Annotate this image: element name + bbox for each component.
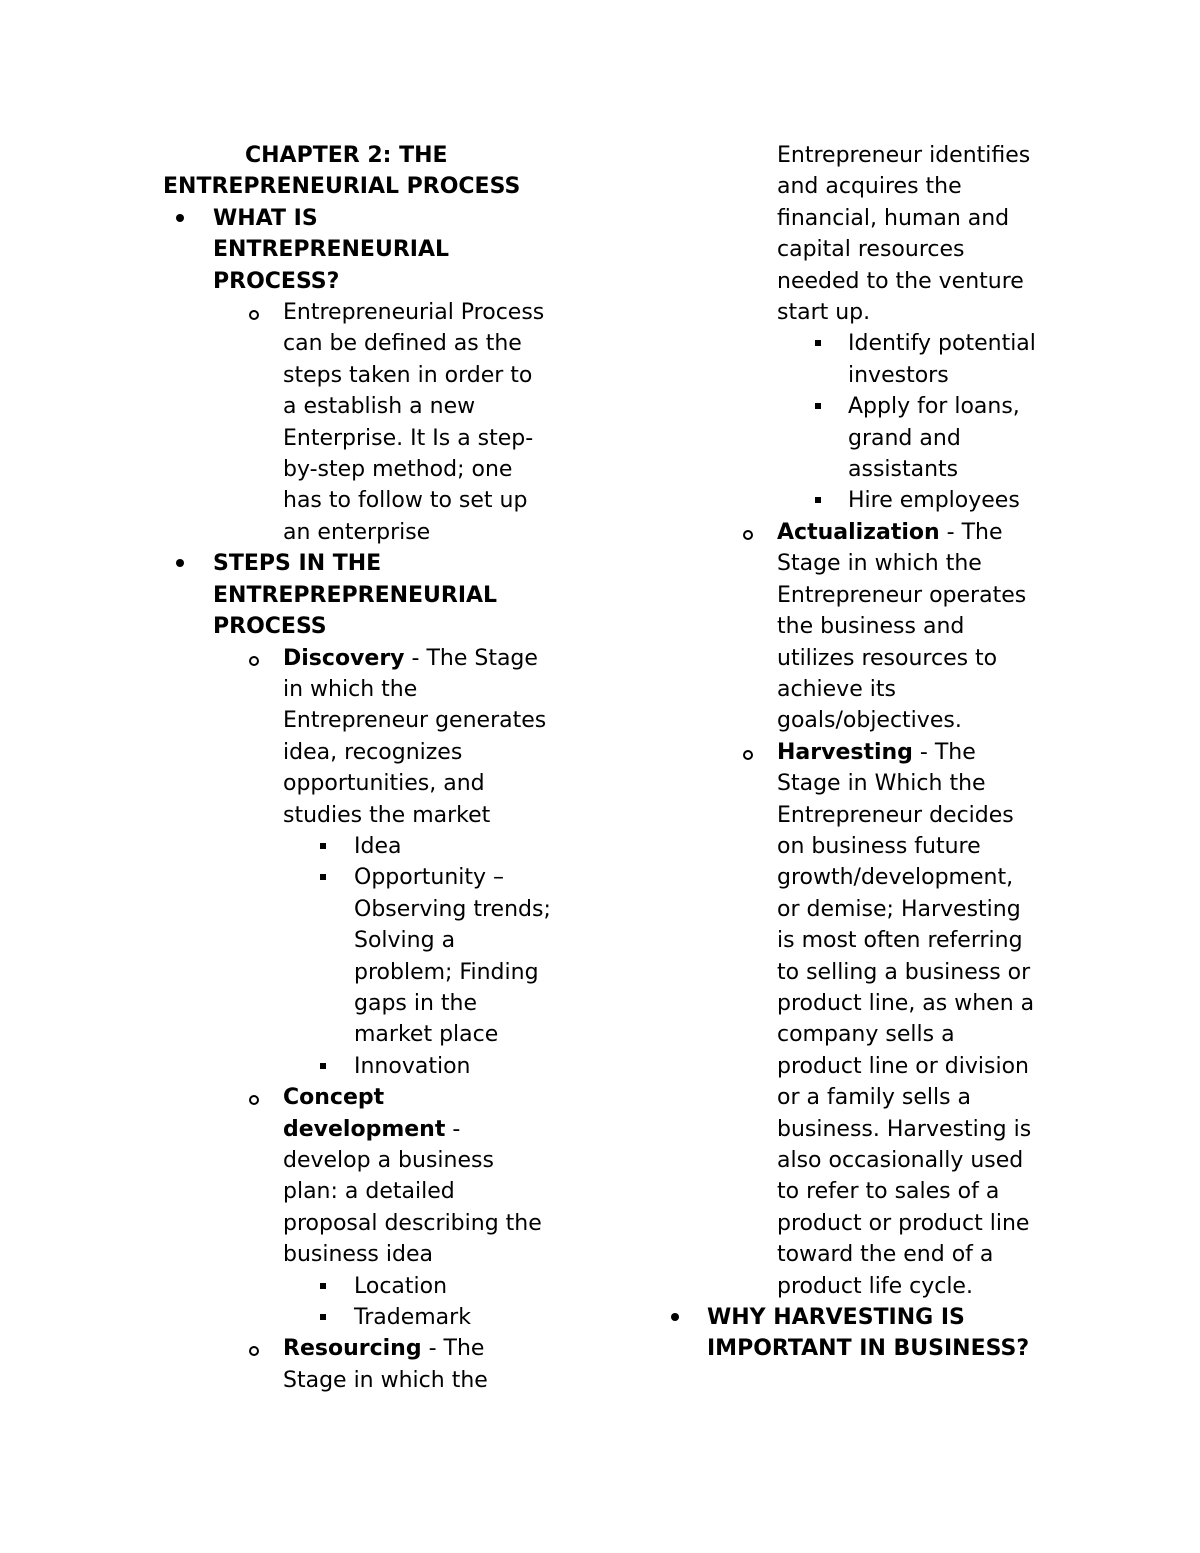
sub-item-text: market place bbox=[354, 1022, 499, 1048]
bullet-square-icon bbox=[815, 497, 821, 503]
bullet-dot-icon bbox=[176, 214, 184, 222]
item-text: company sells a bbox=[777, 1022, 955, 1048]
item-text: has to follow to set up bbox=[283, 488, 528, 514]
sub-item bbox=[163, 831, 583, 862]
item-text: toward the end of a bbox=[777, 1242, 994, 1268]
term-concept: Concept bbox=[283, 1085, 385, 1111]
item-text: goals/objectives. bbox=[777, 708, 962, 734]
list-item bbox=[163, 297, 583, 328]
sub-item-text: Innovation bbox=[354, 1053, 471, 1079]
sub-item-text: Trademark bbox=[354, 1305, 471, 1331]
sub-item-text: grand and bbox=[848, 425, 961, 451]
sub-item bbox=[163, 1271, 583, 1302]
item-text: Enterprise. It Is a step- bbox=[283, 425, 534, 451]
sub-item-text: gaps in the bbox=[354, 990, 478, 1016]
item-text: product line, as when a bbox=[777, 990, 1035, 1016]
sub-item-text: investors bbox=[848, 362, 949, 388]
item-text: studies the market bbox=[283, 802, 491, 828]
bullet-dot-icon bbox=[671, 1313, 679, 1321]
sub-item-text: Hire employees bbox=[848, 488, 1020, 514]
item-text: is most often referring bbox=[777, 928, 1023, 954]
term-development: development bbox=[283, 1116, 446, 1142]
bullet-heading bbox=[163, 548, 583, 579]
bullet-square-icon bbox=[320, 1063, 326, 1069]
sub-item-text: Location bbox=[354, 1273, 448, 1299]
item-text: idea, recognizes bbox=[283, 739, 463, 765]
heading-text: IMPORTANT IN BUSINESS? bbox=[707, 1336, 1030, 1362]
item-text: develop a business bbox=[283, 1148, 494, 1173]
item-text: Entrepreneur decides bbox=[777, 802, 1014, 828]
term-resourcing: Resourcing bbox=[283, 1336, 422, 1362]
item-text: to refer to sales of a bbox=[777, 1179, 1000, 1205]
bullet-heading bbox=[668, 1302, 1068, 1333]
item-text: and acquires the bbox=[777, 174, 962, 200]
item-text: the business and bbox=[777, 614, 965, 640]
bullet-circle-icon bbox=[743, 530, 753, 540]
item-text: business. Harvesting is bbox=[777, 1116, 1032, 1142]
term-harvesting: Harvesting bbox=[777, 739, 913, 765]
bullet-circle-icon bbox=[249, 656, 259, 666]
item-text: product or product line bbox=[777, 1210, 1030, 1236]
bullet-dot-icon bbox=[176, 559, 184, 567]
bullet-circle-icon bbox=[743, 750, 753, 760]
item-text: opportunities, and bbox=[283, 771, 485, 797]
heading-text: STEPS IN THE bbox=[213, 551, 382, 577]
item-text: Entrepreneurial Process bbox=[283, 300, 545, 326]
item-text: growth/development, bbox=[777, 865, 1014, 891]
item-text: Entrepreneur operates bbox=[777, 582, 1027, 608]
bullet-square-icon bbox=[320, 874, 326, 880]
chapter-title-line2: ENTREPRENEURIAL PROCESS bbox=[163, 174, 521, 200]
sub-item-text: Opportunity – bbox=[354, 865, 505, 891]
bullet-heading bbox=[163, 203, 583, 234]
list-item-discovery bbox=[163, 643, 583, 674]
bullet-circle-icon bbox=[249, 1095, 259, 1105]
term-actualization: Actualization bbox=[777, 519, 940, 545]
item-text: proposal describing the bbox=[283, 1210, 542, 1236]
sub-item bbox=[163, 862, 583, 893]
item-text: an enterprise bbox=[283, 519, 431, 545]
right-column bbox=[668, 140, 1068, 1365]
list-item-concept bbox=[163, 1082, 583, 1113]
sub-item bbox=[163, 1051, 583, 1082]
bullet-square-icon bbox=[320, 1283, 326, 1289]
bullet-circle-icon bbox=[249, 310, 259, 320]
item-text: capital resources bbox=[777, 237, 965, 263]
heading-text: WHAT IS bbox=[213, 205, 318, 231]
item-text: steps taken in order to bbox=[283, 362, 533, 388]
item-text: utilizes resources to bbox=[777, 645, 998, 671]
item-text: also occasionally used bbox=[777, 1148, 1024, 1173]
item-text: achieve its bbox=[777, 676, 896, 702]
heading-text: ENTREPREPRENEURIAL bbox=[213, 582, 498, 608]
item-text: start up. bbox=[777, 300, 871, 326]
left-column bbox=[163, 140, 583, 1396]
list-item-harvesting bbox=[668, 737, 1068, 768]
item-text: business idea bbox=[283, 1242, 433, 1268]
chapter-title-line1: CHAPTER 2: THE bbox=[245, 143, 448, 168]
item-text: product line or division bbox=[777, 1053, 1029, 1079]
item-text: financial, human and bbox=[777, 205, 1010, 231]
sub-item-text: Observing trends; bbox=[354, 896, 551, 922]
sub-item-text: Apply for loans, bbox=[848, 394, 1020, 420]
item-text: - The bbox=[912, 739, 976, 765]
bullet-square-icon bbox=[815, 340, 821, 346]
list-item-resourcing bbox=[163, 1333, 583, 1364]
item-text: in which the bbox=[283, 676, 418, 702]
item-text: - The bbox=[939, 519, 1003, 545]
sub-item-text: Identify potential bbox=[848, 331, 1036, 357]
item-text: or demise; Harvesting bbox=[777, 896, 1021, 922]
item-text: - The Stage bbox=[404, 645, 538, 671]
sub-item bbox=[668, 391, 1068, 422]
bullet-square-icon bbox=[320, 1314, 326, 1320]
item-text: Stage in which the bbox=[777, 551, 982, 577]
term-line bbox=[163, 1114, 583, 1145]
item-text: Stage in Which the bbox=[777, 771, 986, 797]
sub-item bbox=[668, 485, 1068, 516]
item-text: product life cycle. bbox=[777, 1273, 973, 1299]
item-text: by-step method; one bbox=[283, 457, 513, 483]
sub-item bbox=[668, 328, 1068, 359]
item-text: Entrepreneur generates bbox=[283, 708, 547, 734]
item-text: a establish a new bbox=[283, 394, 476, 420]
heading-text: PROCESS? bbox=[213, 268, 340, 294]
heading-text: ENTREPRENEURIAL bbox=[213, 237, 449, 263]
item-text: plan: a detailed bbox=[283, 1179, 455, 1205]
item-text: to selling a business or bbox=[777, 959, 1031, 985]
item-text: Stage in which the bbox=[283, 1367, 488, 1393]
list-item-actualization bbox=[668, 517, 1068, 548]
sub-item-text: Idea bbox=[354, 833, 402, 859]
bullet-circle-icon bbox=[249, 1346, 259, 1356]
heading-text: WHY HARVESTING IS bbox=[707, 1305, 965, 1331]
item-text: - The bbox=[421, 1336, 485, 1362]
item-text: - bbox=[445, 1116, 461, 1142]
sub-item-text: problem; Finding bbox=[354, 959, 539, 985]
sub-item-text: assistants bbox=[848, 457, 959, 483]
item-text: needed to the venture bbox=[777, 268, 1024, 294]
sub-item bbox=[163, 1302, 583, 1333]
term-discovery: Discovery bbox=[283, 645, 405, 671]
item-text: on business future bbox=[777, 833, 981, 859]
item-text: or a family sells a bbox=[777, 1085, 972, 1111]
sub-item-text: Solving a bbox=[354, 928, 456, 954]
item-text: Entrepreneur identifies bbox=[777, 143, 1031, 168]
bullet-square-icon bbox=[320, 843, 326, 849]
heading-text: PROCESS bbox=[213, 614, 327, 640]
bullet-square-icon bbox=[815, 403, 821, 409]
item-text: can be defined as the bbox=[283, 331, 522, 357]
